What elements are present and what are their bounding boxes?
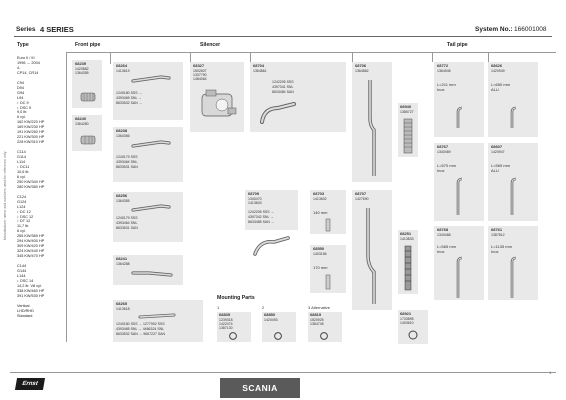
part-68550[interactable] xyxy=(310,245,346,293)
flex-pipe-icon xyxy=(80,135,96,145)
part-68238[interactable] xyxy=(113,127,183,182)
part-codes: 1239318 1422474 1387130 xyxy=(219,318,233,330)
part-finish: Inox xyxy=(437,87,445,92)
type-line: 4- xyxy=(17,65,21,70)
type-line: 324 KW/440 HP xyxy=(17,249,45,254)
column-front-pipe: Front pipe xyxy=(75,42,101,48)
system-no-value: 166001008 xyxy=(514,26,547,33)
type-line: LHD/RHD xyxy=(17,308,34,313)
type-line: 221 KW/300 HP xyxy=(17,135,45,140)
connector-line xyxy=(110,52,111,64)
connector-line xyxy=(352,52,353,62)
part-codes: 1403156 xyxy=(313,252,327,256)
type-line: ↕ DSC 12 xyxy=(17,214,34,219)
part-codes: 1520925 1384745 xyxy=(310,318,324,326)
type-line: 265 KW/360 HP xyxy=(17,234,45,239)
column-type: Type xyxy=(17,42,29,48)
part-codes: 1364288 xyxy=(116,262,130,266)
part-number: 68940 xyxy=(400,104,412,109)
part-length: L=211 mm xyxy=(437,82,456,87)
type-line: Vertical xyxy=(17,303,30,308)
tail-pipe-icon xyxy=(452,106,464,130)
part-length: L=1135 mm xyxy=(491,244,512,249)
type-line: 294 KW/400 HP xyxy=(17,239,45,244)
part-number: 68772 xyxy=(437,63,449,68)
part-finish: Inox xyxy=(437,249,445,254)
cross-reference: 8633532 SAN → xyxy=(116,101,143,105)
part-codes: 1502607 1337790 1484064 xyxy=(193,69,207,81)
cross-reference: 1242205 SSS → xyxy=(248,210,275,214)
mounting-item[interactable] xyxy=(217,306,251,344)
cross-reference: 8633531 SAN xyxy=(116,226,138,230)
mounting-parts-title: Mounting Parts xyxy=(217,295,255,301)
part-68251[interactable] xyxy=(398,230,418,294)
silencer-icon xyxy=(198,88,238,122)
mounting-item[interactable] xyxy=(308,306,348,344)
series-name: 4 SERIES xyxy=(40,25,74,34)
vertical-pipe-icon xyxy=(362,206,378,306)
type-line: Standard xyxy=(17,313,33,318)
part-codes: 1413618 xyxy=(116,307,130,311)
part-number: 68607 xyxy=(491,144,503,149)
vehicle-brand-banner: SCANIA xyxy=(220,378,300,398)
type-line: C94 xyxy=(17,80,24,85)
type-line: C114 xyxy=(17,150,26,155)
part-number: 68327 xyxy=(193,63,205,68)
part-length: 140 mm xyxy=(313,210,328,215)
tail-pipe-icon xyxy=(506,177,518,217)
type-line: 391 KW/530 HP xyxy=(17,293,45,298)
type-line: ↕ DSC 9 xyxy=(17,105,32,110)
part-codes: 1340468 xyxy=(437,233,451,237)
part-number: 68704 xyxy=(253,63,265,68)
part-68327[interactable] xyxy=(190,62,244,132)
part-68607[interactable] xyxy=(488,143,538,221)
part-codes: 1413619 xyxy=(116,69,130,73)
connector-line xyxy=(488,52,489,62)
part-68707[interactable] xyxy=(352,190,392,310)
tail-pipe-icon xyxy=(506,106,518,130)
part-68761[interactable] xyxy=(488,226,538,300)
type-line: ↕ DT 12 xyxy=(17,219,31,224)
part-number: 68550 xyxy=(313,246,325,251)
vertical-pipe-icon xyxy=(362,78,378,178)
part-codes: 1364280 xyxy=(75,122,89,126)
type-line: 6 cyl. xyxy=(17,174,26,179)
part-68921[interactable] xyxy=(398,310,428,344)
cross-reference: 4397342 SNL → xyxy=(248,215,274,219)
part-number: 68707 xyxy=(355,191,367,196)
part-68703[interactable] xyxy=(310,190,346,234)
cross-reference: 4397341 SNL xyxy=(272,85,294,89)
type-column xyxy=(17,56,65,319)
part-codes: 1340470 1413603 xyxy=(248,197,262,205)
footer-rule xyxy=(10,372,556,373)
part-finish: ALU xyxy=(491,87,499,92)
type-line: ↕ DC 12 xyxy=(17,209,31,214)
type-line: 1996 → 2004 xyxy=(17,60,40,65)
part-length: 170 mm xyxy=(313,265,328,270)
type-line: 228 KW/310 HP xyxy=(17,140,45,145)
type-line: C144 xyxy=(17,264,27,269)
part-codes: 1413602 xyxy=(313,197,327,201)
connector-line xyxy=(432,52,433,62)
pipe-icon xyxy=(324,275,332,289)
tail-pipe-icon xyxy=(506,256,518,300)
part-length: L=570 mm xyxy=(437,163,457,168)
part-length: L=565 mm xyxy=(437,244,457,249)
clamp-icon xyxy=(318,332,330,340)
part-finish: Inox xyxy=(491,249,499,254)
type-line: L124 xyxy=(17,204,26,209)
part-number: 68768 xyxy=(437,227,449,232)
bent-pipe-icon xyxy=(258,98,298,128)
type-line: L144 xyxy=(17,273,26,278)
cross-reference: 1240179 SSS xyxy=(116,216,138,220)
part-number: 68706 xyxy=(355,63,367,68)
part-number: 68256 xyxy=(116,193,128,198)
connector-line xyxy=(66,52,67,342)
part-codes: 1413833 xyxy=(400,237,414,241)
type-line: D94 xyxy=(17,85,24,90)
part-number: 68265 xyxy=(116,301,128,306)
type-line: G124 xyxy=(17,199,27,204)
part-codes: 1364861 xyxy=(253,69,267,73)
part-codes: 1364945 xyxy=(437,69,451,73)
cross-reference: 8633532 SAN → 9667227 SAN xyxy=(116,332,166,336)
side-note: Manufacturer name and numbers used for reference only xyxy=(3,151,7,240)
part-68256[interactable] xyxy=(113,192,183,242)
series-label: Series xyxy=(16,26,36,33)
part-number: 68238 xyxy=(116,128,128,133)
column-silencer: Silencer xyxy=(200,42,221,48)
part-68768[interactable] xyxy=(434,226,484,300)
type-line: C124 xyxy=(17,194,27,199)
part-number: 68709 xyxy=(248,191,260,196)
front-pipe-icon xyxy=(138,312,178,320)
bellows-icon xyxy=(403,246,413,290)
cross-reference: 8633531 SAN xyxy=(116,165,138,169)
type-line: 6 cyl. xyxy=(17,229,26,234)
bellows-icon xyxy=(403,119,413,153)
connector-line xyxy=(190,52,191,62)
type-line: 11,7 ltr. xyxy=(17,224,30,229)
part-codes: 1420882 1364355 xyxy=(75,67,89,75)
mounting-index: 2 xyxy=(262,305,265,310)
type-line: 309 KW/420 HP xyxy=(17,244,45,249)
cross-reference: 4393465 SNL → xyxy=(116,96,142,100)
type-line: 191 KW/260 HP xyxy=(17,130,45,135)
column-tail-pipe: Tail pipe xyxy=(447,42,468,48)
part-length: L=569 mm xyxy=(491,163,511,168)
type-line: G114 xyxy=(17,155,27,160)
cross-reference: 4393465 SNL → 4466324 SNL xyxy=(116,327,165,331)
cross-reference: 1240179 SSS xyxy=(116,155,138,159)
part-finish: ALU xyxy=(491,168,499,173)
flex-pipe-icon xyxy=(80,92,96,102)
type-line: 345 KW/470 HP xyxy=(17,254,45,259)
part-number: 68239 xyxy=(75,61,87,66)
type-line: G144 xyxy=(17,268,27,273)
type-line: 338 KW/460 HP xyxy=(17,288,45,293)
clamp-icon xyxy=(407,330,419,340)
part-68940[interactable] xyxy=(398,103,418,157)
part-codes: 1364862 xyxy=(355,69,369,73)
header-rule xyxy=(14,36,552,37)
type-line: 14,2 ltr. V8 cyl. xyxy=(17,283,42,288)
part-number: 68835 xyxy=(219,312,231,317)
part-number: 68264 xyxy=(116,63,128,68)
part-codes: 1420493 xyxy=(264,318,278,322)
tail-pipe-icon xyxy=(452,177,464,217)
type-line: 162 KW/220 HP xyxy=(17,120,45,125)
type-line: 9,0 ltr. xyxy=(17,110,28,115)
part-codes: 1340469 xyxy=(437,150,451,154)
connector-line xyxy=(66,52,556,53)
part-codes: 1364356 xyxy=(116,134,130,138)
part-68772[interactable] xyxy=(434,62,484,137)
cross-reference: 1242205 SSS xyxy=(272,80,294,84)
type-line: 6 cyl. xyxy=(17,115,26,120)
part-68241[interactable] xyxy=(113,255,183,285)
part-codes: 1364355 xyxy=(116,199,130,203)
front-pipe-icon xyxy=(131,74,171,84)
type-line: 250 KW/340 HP xyxy=(17,179,45,184)
part-number: 68241 xyxy=(116,256,128,261)
part-68240[interactable] xyxy=(72,115,102,151)
part-codes: 1385727 xyxy=(400,110,414,114)
part-68239[interactable] xyxy=(72,60,102,108)
part-68767[interactable] xyxy=(434,143,484,221)
part-68626[interactable] xyxy=(488,62,538,137)
tail-pipe-icon xyxy=(452,256,464,300)
part-number: 68921 xyxy=(400,311,412,316)
brand-logo: Ernst xyxy=(15,378,45,390)
clamp-icon xyxy=(272,332,284,340)
part-finish: Inox xyxy=(437,168,445,173)
type-line: ↕ DSC 14 xyxy=(17,278,34,283)
type-line: ↕ DC 9 xyxy=(17,100,29,105)
system-no-label: System No.: xyxy=(475,26,513,33)
part-number: 68703 xyxy=(313,191,325,196)
part-codes: 1733895 1493610 xyxy=(400,317,414,325)
cross-reference: 4393464 SNL xyxy=(116,221,138,225)
type-line: G94 xyxy=(17,90,25,95)
part-number: 68251 xyxy=(400,231,412,236)
pipe-icon xyxy=(324,219,332,231)
part-number: 68240 xyxy=(75,116,87,121)
page-mark: 1 xyxy=(549,370,552,375)
clamp-icon xyxy=(227,332,239,340)
connector-line xyxy=(250,52,251,62)
front-pipe-icon xyxy=(131,139,171,149)
part-68265[interactable] xyxy=(113,300,203,342)
mounting-index: 1 xyxy=(217,305,220,310)
part-codes: 1387812 xyxy=(491,233,505,237)
type-line: ↕ DC11 xyxy=(17,164,30,169)
part-number: 68815 xyxy=(310,312,322,317)
bent-pipe-icon xyxy=(252,234,292,258)
part-codes: 1420949 xyxy=(491,69,505,73)
type-line: L94 xyxy=(17,95,24,100)
type-line: CP14, CR14 xyxy=(17,70,39,75)
mounting-item[interactable] xyxy=(262,306,296,344)
type-line: 280 KW/380 HP xyxy=(17,184,45,189)
type-line: Euro II / III xyxy=(17,56,35,60)
part-68704[interactable] xyxy=(250,62,346,132)
part-length: L=650 mm xyxy=(491,82,511,87)
cross-reference: 1240180 SSS → 1277992 SSS xyxy=(116,322,165,326)
part-68264[interactable] xyxy=(113,62,183,120)
part-68706[interactable] xyxy=(352,62,392,182)
cross-reference: 4393464 SNL xyxy=(116,160,138,164)
part-codes: 1427690 xyxy=(355,197,369,201)
part-number: 68767 xyxy=(437,144,449,149)
part-codes: 1420947 xyxy=(491,150,505,154)
front-pipe-icon xyxy=(131,203,171,213)
part-number: 68761 xyxy=(491,227,503,232)
part-number: 68850 xyxy=(264,312,276,317)
mounting-index: 3 Alternative xyxy=(308,305,331,310)
cross-reference: 8633485 SAN → xyxy=(248,220,275,224)
part-number: 68626 xyxy=(491,63,503,68)
type-line: 169 KW/230 HP xyxy=(17,125,45,130)
type-line: L114 xyxy=(17,160,26,165)
type-line: 10,6 ltr. xyxy=(17,169,30,174)
front-pipe-icon xyxy=(131,269,175,279)
cross-reference: 8633484 SAN xyxy=(272,90,294,94)
cross-reference: 1240180 SSS → xyxy=(116,91,143,95)
part-68709[interactable] xyxy=(245,190,298,230)
